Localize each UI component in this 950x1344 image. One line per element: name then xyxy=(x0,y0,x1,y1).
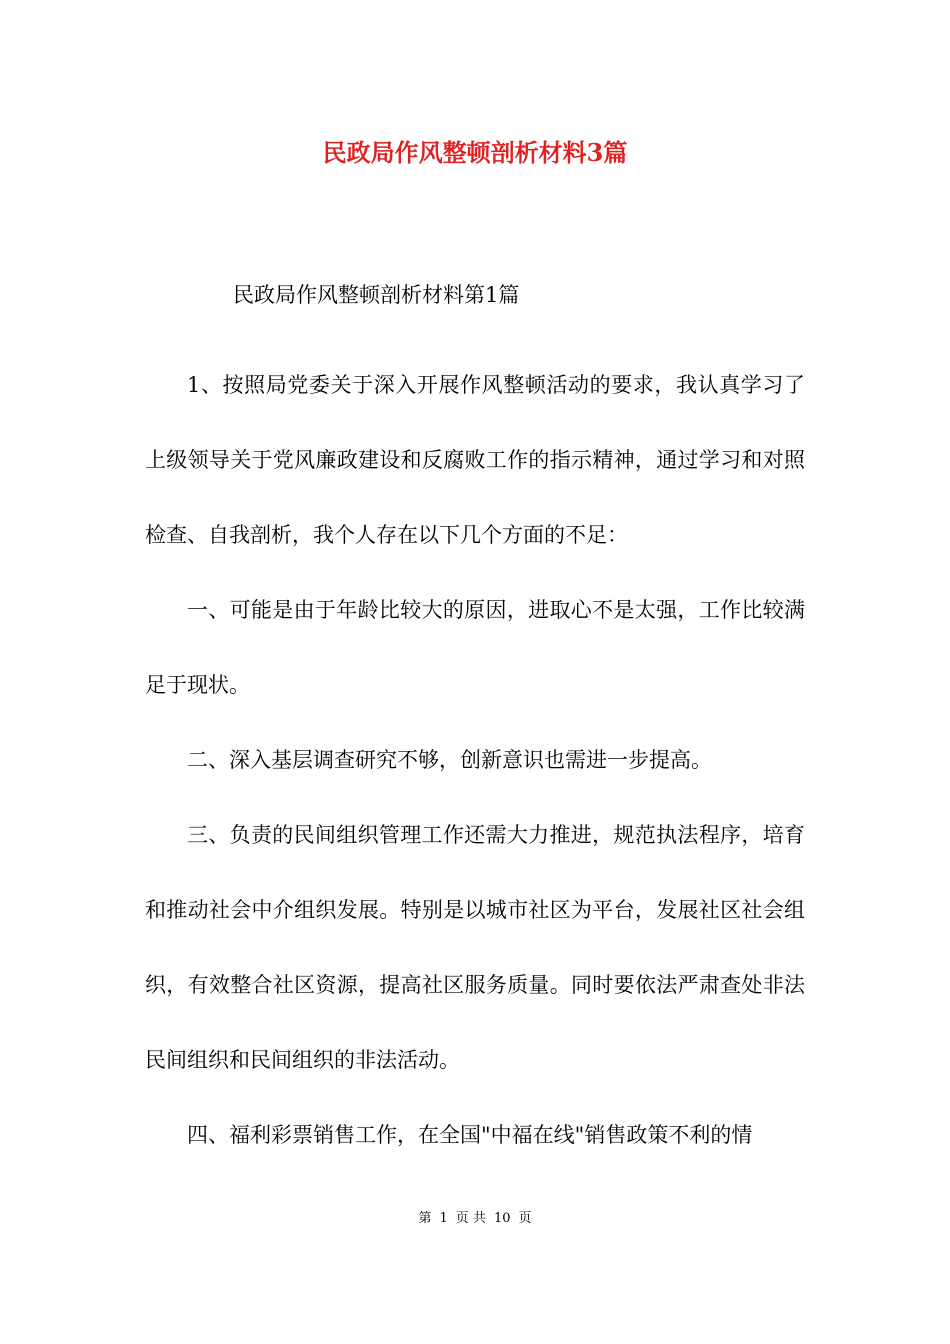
document-title: 民政局作风整顿剖析材料3篇 xyxy=(322,138,628,167)
footer-total-pages: 10 xyxy=(493,1211,511,1226)
paragraph-1: 1、按照局党委关于深入开展作风整顿活动的要求，我认真学习了上级领导关于党风廉政建设和反腐败工作的指示精神，通过学习和对照检查、自我剖析，我个人存在以下几个方面的不足： xyxy=(145,373,805,547)
paragraph-2: 一、可能是由于年龄比较大的原因，进取心不是太强，工作比较满足于现状。 xyxy=(145,598,805,697)
paragraph-3: 二、深入基层调查研究不够，创新意识也需进一步提高。 xyxy=(187,748,712,772)
footer-middle: 页 共 xyxy=(455,1211,486,1226)
footer-suffix: 页 xyxy=(518,1211,532,1226)
paragraph-5: 四、福利彩票销售工作，在全国"中福在线"销售政策不利的情 xyxy=(187,1123,753,1147)
paragraph-4: 三、负责的民间组织管理工作还需大力推进，规范执法程序，培育和推动社会中介组织发展。特别是以城市社区为平台，发展社区社会组织，有效整合社区资源，提高社区服务质量。同时要依法严肃查处非法民间组织和民间组织的非法活动。 xyxy=(145,823,805,1072)
page-footer xyxy=(0,1209,950,1229)
footer-page-number: 1 xyxy=(439,1211,448,1226)
footer-prefix: 第 xyxy=(418,1211,432,1226)
section-subtitle: 民政局作风整顿剖析材料第1篇 xyxy=(233,283,520,307)
document-body xyxy=(145,348,805,1173)
